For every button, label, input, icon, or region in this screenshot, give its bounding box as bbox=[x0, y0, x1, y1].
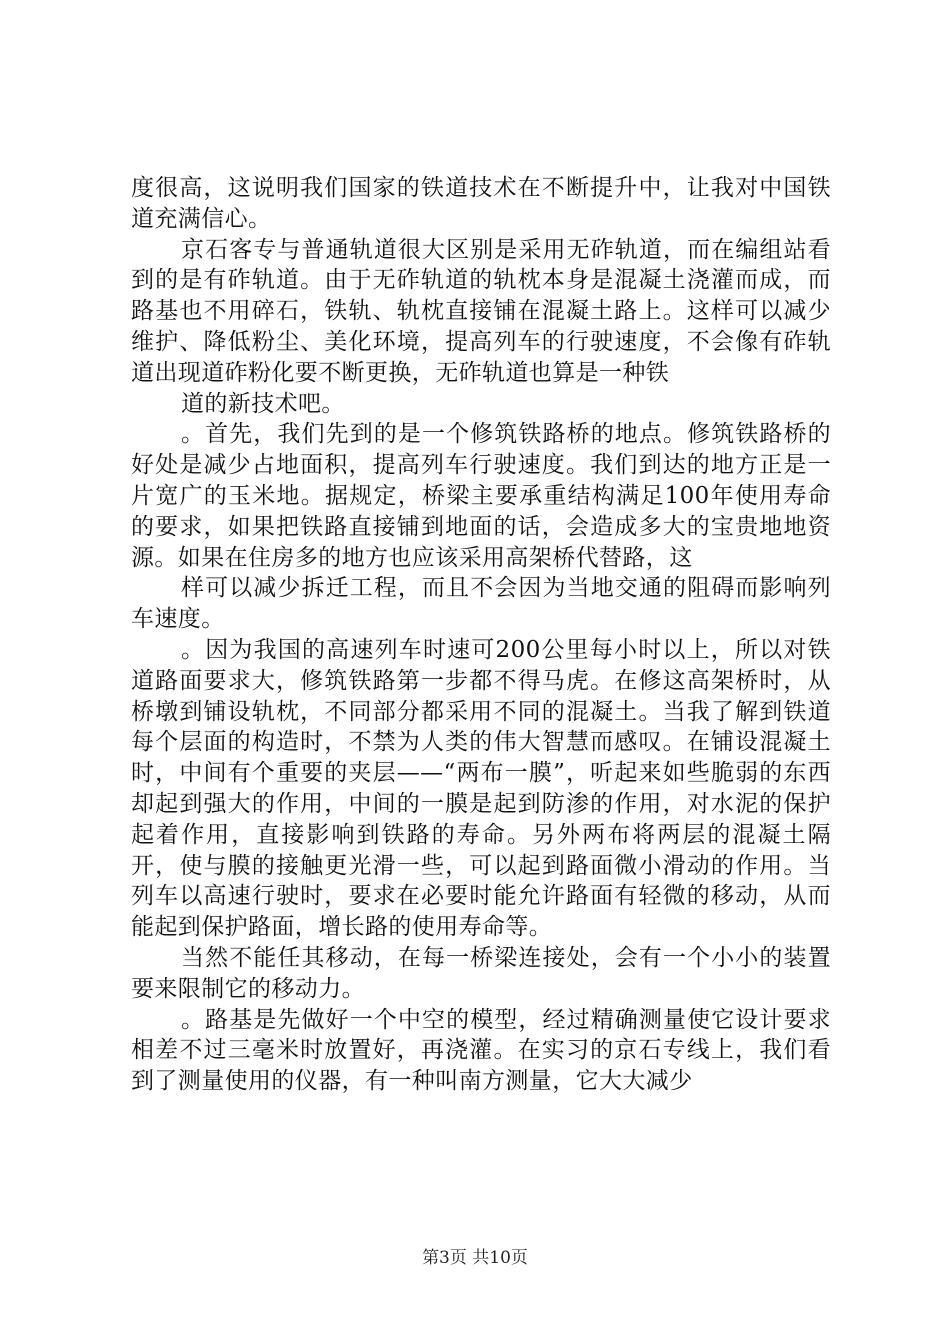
paragraph: 。首先，我们先到的是一个修筑铁路桥的地点。修筑铁路桥的好处是减少占地面积，提高列车行驶速度。我们到达的地方正是一片宽广的玉米地。据规定，桥梁主要承重结构满足100年使用寿命的要求，如果把铁路直接铺到地面的话，会造成多大的宝贵地地资源。如果在住房多的地方也应该采用高架桥代替路，这 bbox=[131, 421, 831, 571]
paragraph: 京石客专与普通轨道很大区别是采用无砟轨道，而在编组站看到的是有砟轨道。由于无砟轨道的轨枕本身是混凝土浇灌而成，而路基也不用碎石，铁轨、轨枕直接铺在混凝土路上。这样可以减少维护、降低粉尘、美化环境，提高列车的行驶速度，不会像有砟轨道出现道砟粉化要不断更换，无砟轨道也算是一种铁 bbox=[131, 236, 831, 386]
paragraph: 度很高，这说明我们国家的铁道技术在不断提升中，让我对中国铁道充满信心。 bbox=[131, 175, 831, 232]
paragraph: 。因为我国的高速列车时速可200公里每小时以上，所以对铁道路面要求大，修筑铁路第一步都不得马虎。在修这高架桥时，从桥墩到铺设轨枕，不同部分都采用不同的混凝土。当我了解到铁道每个层面的构造时，不禁为人类的伟大智慧而感叹。在铺设混凝土时，中间有个重要的夹层——“两布一膜”，听起来如些脆弱的东西却起到强大的作用，中间的一膜是起到防渗的作用，对水泥的保护起着作用，直接影响到铁路的寿命。另外两布将两层的混凝土隔开，使与膜的接触更光滑一些，可以起到路面微小滑动的作用。当列车以高速行驶时，要求在必要时能允许路面有轻微的移动，从而能起到保护路面，增长路的使用寿命等。 bbox=[131, 636, 831, 941]
document-body bbox=[131, 173, 831, 1097]
paragraph: 道的新技术吧。 bbox=[181, 390, 345, 417]
paragraph: 当然不能任其移动，在每一桥梁连接处，会有一个小小的装置要来限制它的移动力。 bbox=[131, 944, 831, 1002]
page-footer: 第3页 共10页 bbox=[422, 1248, 528, 1268]
paragraph: 。路基是先做好一个中空的模型，经过精确测量使它设计要求相差不过三毫米时放置好，再浇灌。在实习的京石专线上，我们看到了测量使用的仪器，有一种叫南方测量，它大大减少 bbox=[131, 1006, 831, 1095]
paragraph: 样可以减少拆迁工程，而且不会因为当地交通的阻碍而影响列车速度。 bbox=[131, 575, 831, 633]
